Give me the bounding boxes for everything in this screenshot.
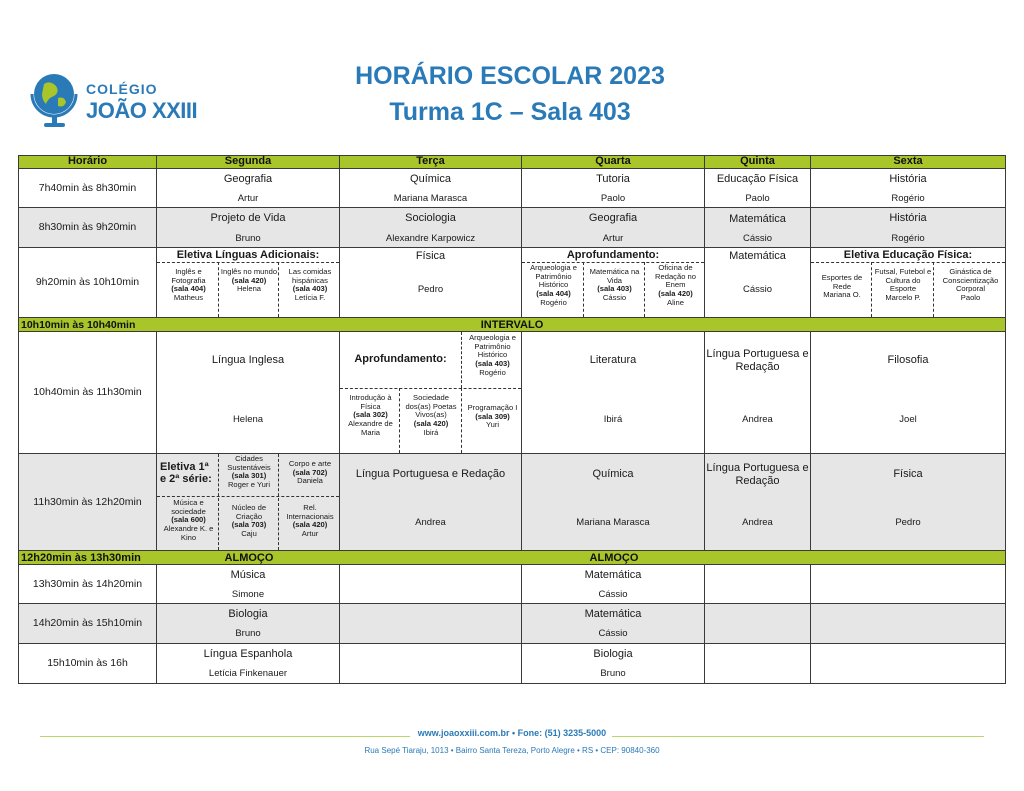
option-name: Futsal, Futebol e Cultura do Esporte bbox=[874, 267, 932, 294]
option-room: (sala 703) bbox=[231, 520, 267, 530]
class-cell bbox=[521, 564, 705, 604]
time-cell bbox=[18, 207, 157, 248]
option-name: Cidades Sustentáveis bbox=[227, 454, 271, 472]
empty-cell bbox=[339, 643, 522, 684]
elective-label: Aprofundamento: bbox=[354, 353, 447, 365]
teacher: Andrea bbox=[415, 517, 446, 528]
subject: Matemática bbox=[584, 569, 642, 581]
time-cell bbox=[18, 643, 157, 684]
option-name: Núcleo de Criação bbox=[231, 503, 267, 521]
teacher: Pedro bbox=[895, 517, 921, 528]
empty-cell bbox=[339, 564, 522, 604]
subject: Matemática bbox=[729, 213, 786, 225]
subject: Educação Física bbox=[716, 173, 799, 185]
teacher: Alexandre Karpowicz bbox=[385, 233, 476, 244]
subject: História bbox=[889, 173, 927, 185]
header-segunda bbox=[156, 155, 340, 169]
time-label: 8h30min às 9h20min bbox=[38, 221, 137, 234]
teacher: Ibirá bbox=[603, 414, 623, 425]
time-label: 7h40min às 8h30min bbox=[38, 181, 137, 194]
elective-label: Eletiva Línguas Adicionais: bbox=[176, 249, 320, 261]
class-cell bbox=[704, 207, 811, 248]
teacher: Artur bbox=[237, 193, 259, 204]
time-label: 11h30min às 12h20min bbox=[33, 495, 142, 508]
subject: Química bbox=[410, 173, 451, 185]
class-cell bbox=[521, 643, 705, 684]
header-horario bbox=[18, 155, 157, 169]
option-room: (sala 420) bbox=[231, 275, 267, 285]
teacher: Mariana Marasca bbox=[393, 193, 468, 204]
teacher: Joel bbox=[899, 414, 917, 425]
empty-cell bbox=[704, 564, 811, 604]
time-cell bbox=[18, 564, 157, 604]
option-name: Programação I bbox=[467, 403, 518, 412]
logo-name-bottom: JOÃO XXIII bbox=[86, 98, 198, 123]
option-teacher: Aline bbox=[667, 297, 684, 307]
subject: Literatura bbox=[589, 354, 637, 366]
time-label: 9h20min às 10h10min bbox=[35, 276, 140, 289]
page-subtitle: Turma 1C – Sala 403 bbox=[389, 98, 631, 126]
option-name: Inglês no mundo bbox=[220, 267, 278, 276]
option-name: Esportes de Rede bbox=[821, 273, 863, 291]
class-cell bbox=[156, 643, 340, 684]
option-room: (sala 404) bbox=[171, 284, 206, 294]
header-terca bbox=[339, 155, 522, 169]
time-label: 10h10min às 10h40min bbox=[21, 319, 136, 331]
option-room: (sala 301) bbox=[231, 471, 267, 481]
class-cell bbox=[521, 453, 705, 551]
elective-option bbox=[461, 334, 522, 378]
time-cell bbox=[18, 331, 157, 454]
elective-cell bbox=[521, 247, 705, 318]
elective-option bbox=[399, 394, 463, 438]
option-teacher: Artur bbox=[301, 529, 319, 539]
subject: Projeto de Vida bbox=[210, 212, 286, 224]
time-cell bbox=[18, 168, 157, 208]
teacher: Rogério bbox=[891, 233, 925, 244]
option-name: Música e sociedade bbox=[171, 498, 206, 516]
elective-option bbox=[278, 504, 340, 539]
option-teacher: Alexandre K. e Kino bbox=[163, 524, 214, 542]
teacher: Paolo bbox=[745, 193, 770, 204]
time-cell bbox=[18, 247, 157, 318]
class-cell bbox=[704, 453, 811, 551]
subject: Língua Portuguesa e Redação bbox=[706, 462, 809, 488]
option-name: Rel. Internacionais bbox=[286, 503, 334, 521]
class-cell bbox=[704, 331, 811, 454]
class-cell bbox=[704, 247, 811, 318]
option-room: (sala 404) bbox=[536, 289, 571, 299]
class-cell bbox=[156, 603, 340, 644]
subject: Língua Portuguesa e Redação bbox=[355, 468, 506, 480]
option-teacher: Ibirá bbox=[423, 427, 439, 437]
teacher: Andrea bbox=[742, 517, 773, 528]
class-cell bbox=[156, 207, 340, 248]
class-cell bbox=[156, 331, 340, 454]
option-teacher: Helena bbox=[236, 284, 262, 294]
elective-option bbox=[218, 504, 280, 539]
header-label: Horário bbox=[67, 155, 108, 168]
teacher: Cássio bbox=[598, 589, 628, 600]
header-label: Sexta bbox=[893, 155, 923, 168]
class-cell bbox=[339, 247, 522, 318]
elective-option bbox=[278, 268, 340, 303]
teacher: Cássio bbox=[742, 233, 773, 244]
subject: Sociologia bbox=[405, 212, 456, 224]
empty-cell bbox=[339, 603, 522, 644]
option-teacher: Rogério bbox=[479, 367, 506, 377]
subject: Música bbox=[230, 569, 266, 581]
teacher: Simone bbox=[231, 589, 265, 600]
divider bbox=[340, 388, 521, 389]
globe-icon bbox=[26, 68, 86, 130]
lunch-label: ALMOÇO bbox=[224, 552, 274, 564]
header-quarta bbox=[521, 155, 705, 169]
elective-option bbox=[461, 404, 522, 430]
class-cell bbox=[521, 168, 705, 208]
footer-contact: www.joaoxxiii.com.br • Fone: (51) 3235-5000 bbox=[417, 728, 607, 738]
header-label: Terça bbox=[416, 155, 445, 168]
subject: Física bbox=[415, 250, 446, 262]
teacher: Bruno bbox=[235, 233, 261, 244]
empty-cell bbox=[704, 603, 811, 644]
time-cell bbox=[18, 603, 157, 644]
option-room: (sala 403) bbox=[292, 284, 328, 294]
class-cell bbox=[156, 168, 340, 208]
divider bbox=[157, 262, 339, 263]
option-room: (sala 420) bbox=[292, 520, 328, 530]
subject: Língua Portuguesa e Redação bbox=[706, 348, 809, 374]
elective-option bbox=[644, 264, 705, 308]
option-teacher: Mariana O. bbox=[823, 290, 861, 300]
option-name: Las comidas hispánicas bbox=[288, 267, 332, 285]
option-teacher: Letícia F. bbox=[294, 293, 326, 303]
class-cell bbox=[810, 331, 1006, 454]
option-teacher: Daniela bbox=[297, 476, 323, 486]
option-name: Sociedade dos(as) Poetas Vivos(as) bbox=[405, 393, 457, 420]
subject: Geografia bbox=[223, 173, 273, 185]
divider bbox=[811, 262, 1005, 263]
time-label: 12h20min às 13h30min bbox=[21, 552, 141, 564]
header-quinta bbox=[704, 155, 811, 169]
option-teacher: Matheus bbox=[173, 293, 204, 303]
lunch-row bbox=[18, 550, 1006, 565]
option-name: Corpo e arte bbox=[288, 459, 332, 468]
header-label: Quarta bbox=[595, 155, 631, 168]
subject: Biologia bbox=[228, 608, 268, 620]
option-teacher: Yuri bbox=[485, 420, 500, 430]
empty-cell bbox=[810, 643, 1006, 684]
time-label: 15h10min às 16h bbox=[47, 657, 128, 670]
teacher: Helena bbox=[232, 414, 264, 425]
option-room: (sala 403) bbox=[597, 284, 632, 294]
option-teacher: Marcelo P. bbox=[885, 293, 921, 303]
elective-cell bbox=[156, 453, 340, 551]
option-name: Matemática na Vida bbox=[589, 267, 640, 285]
option-teacher: Roger e Yuri bbox=[227, 480, 271, 490]
time-cell bbox=[18, 453, 157, 551]
teacher: Cássio bbox=[598, 628, 628, 639]
teacher: Rogério bbox=[891, 193, 925, 204]
elective-label: Aprofundamento: bbox=[566, 249, 660, 261]
elective-option bbox=[811, 274, 873, 300]
teacher: Cássio bbox=[742, 284, 773, 295]
elective-option bbox=[522, 264, 585, 308]
footer-address: Rua Sepé Tiaraju, 1013 • Bairro Santa Tereza, Porto Alegre • RS • CEP: 90840-360 bbox=[364, 746, 660, 755]
option-room: (sala 420) bbox=[658, 289, 693, 299]
subject: Língua Inglesa bbox=[211, 354, 285, 366]
elective-option bbox=[218, 455, 280, 490]
elective-option bbox=[218, 268, 280, 294]
option-room: (sala 403) bbox=[475, 359, 510, 369]
option-name: Inglês e Fotografia bbox=[171, 267, 206, 285]
elective-cell bbox=[156, 247, 340, 318]
subject: Geografia bbox=[588, 212, 638, 224]
subject: Química bbox=[592, 468, 634, 480]
empty-cell bbox=[810, 603, 1006, 644]
class-cell bbox=[521, 207, 705, 248]
option-teacher: Caju bbox=[241, 529, 257, 539]
school-logo bbox=[26, 68, 226, 130]
class-cell bbox=[521, 603, 705, 644]
subject: Filosofia bbox=[887, 354, 929, 366]
option-name: Arqueologia e Patrimônio Histórico bbox=[530, 263, 577, 290]
class-cell bbox=[810, 453, 1006, 551]
class-cell bbox=[339, 168, 522, 208]
class-cell bbox=[810, 207, 1006, 248]
option-room: (sala 302) bbox=[353, 410, 388, 420]
time-label: 14h20min às 15h10min bbox=[32, 617, 143, 630]
elective-option bbox=[871, 268, 935, 303]
class-cell bbox=[339, 453, 522, 551]
teacher: Pedro bbox=[417, 284, 444, 295]
option-name: Ginástica de Conscientização Corporal bbox=[942, 267, 999, 294]
elective-option bbox=[933, 268, 1006, 303]
header-label: Quinta bbox=[740, 155, 775, 168]
teacher: Mariana Marasca bbox=[576, 517, 650, 528]
elective-option bbox=[157, 268, 220, 303]
teacher: Bruno bbox=[235, 628, 261, 639]
class-cell bbox=[339, 207, 522, 248]
divider bbox=[157, 496, 339, 497]
option-room: (sala 702) bbox=[292, 467, 328, 477]
subject: Tutoria bbox=[596, 173, 630, 185]
option-name: Arqueologia e Patrimônio Histórico bbox=[469, 333, 516, 360]
elective-label: Eletiva 1ª e 2ª série: bbox=[160, 461, 212, 485]
subject: Matemática bbox=[729, 250, 786, 262]
time-label: 13h30min às 14h20min bbox=[32, 577, 143, 590]
option-room: (sala 420) bbox=[413, 419, 449, 429]
time-label: 10h40min às 11h30min bbox=[33, 386, 142, 399]
elective-cell bbox=[339, 331, 522, 454]
option-room: (sala 600) bbox=[171, 515, 206, 525]
subject: Matemática bbox=[584, 608, 642, 620]
lunch-label: ALMOÇO bbox=[589, 552, 639, 564]
option-name: Oficina de Redação no Enem bbox=[655, 263, 696, 290]
class-cell bbox=[810, 168, 1006, 208]
teacher: Artur bbox=[602, 233, 624, 244]
option-name: Introdução à Física bbox=[349, 393, 392, 411]
option-teacher: Cássio bbox=[602, 293, 627, 303]
teacher: Paolo bbox=[600, 193, 626, 204]
break-label: INTERVALO bbox=[480, 319, 544, 331]
break-row bbox=[18, 317, 1006, 332]
teacher: Letícia Finkenauer bbox=[208, 668, 288, 679]
elective-option bbox=[278, 460, 340, 486]
subject: Biologia bbox=[593, 648, 633, 660]
class-cell bbox=[521, 331, 705, 454]
header-label: Segunda bbox=[224, 155, 272, 168]
elective-option bbox=[340, 394, 401, 438]
class-cell bbox=[704, 168, 811, 208]
elective-label: Eletiva Educação Física: bbox=[843, 249, 973, 261]
option-teacher: Alexandre de Maria bbox=[348, 419, 393, 437]
option-teacher: Rogério bbox=[540, 297, 567, 307]
elective-option bbox=[583, 268, 646, 303]
page-title: HORÁRIO ESCOLAR 2023 bbox=[355, 62, 665, 90]
option-room: (sala 309) bbox=[475, 411, 510, 421]
logo-name-top: COLÉGIO bbox=[86, 81, 158, 97]
empty-cell bbox=[810, 564, 1006, 604]
teacher: Andrea bbox=[742, 414, 773, 425]
elective-cell bbox=[810, 247, 1006, 318]
option-teacher: Paolo bbox=[960, 293, 981, 303]
header-sexta bbox=[810, 155, 1006, 169]
subject: Física bbox=[893, 468, 923, 480]
elective-option bbox=[157, 499, 220, 543]
teacher: Bruno bbox=[600, 668, 626, 679]
class-cell bbox=[156, 564, 340, 604]
empty-cell bbox=[704, 643, 811, 684]
subject: Língua Espanhola bbox=[203, 648, 293, 660]
subject: História bbox=[889, 212, 927, 224]
